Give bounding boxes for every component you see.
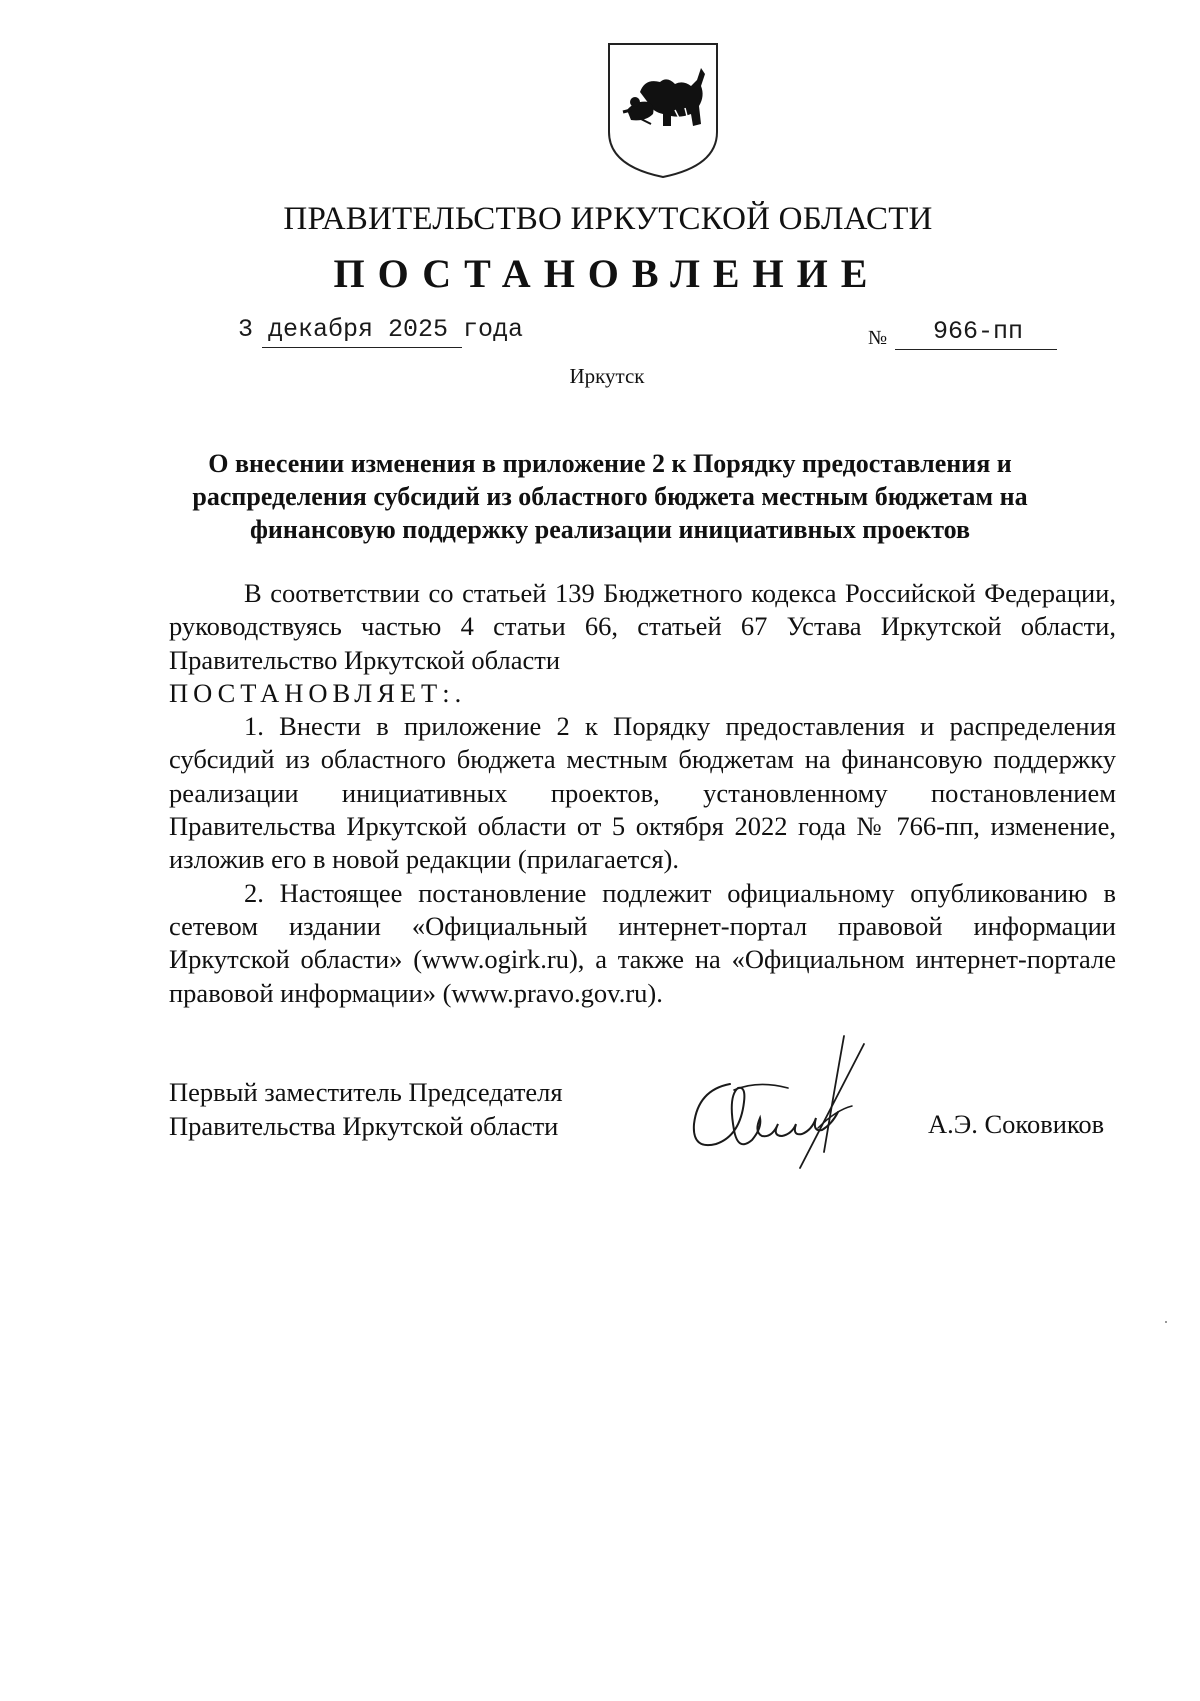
document-type: ПОСТАНОВЛЕНИЕ	[333, 251, 881, 296]
document-city: Иркутск	[569, 364, 645, 388]
document-date: 3 декабря 2025 года	[238, 315, 524, 344]
scan-speck	[1165, 1321, 1167, 1323]
resolves-word: ПОСТАНОВЛЯЕТ:.	[169, 677, 467, 708]
number-sign: №	[868, 327, 888, 349]
signatory-name: А.Э. Соковиков	[928, 1109, 1105, 1139]
signatory-position	[169, 1075, 563, 1143]
document-number: 966-пп	[933, 317, 1024, 346]
date-underline	[262, 347, 462, 348]
document-subject: О внесении изменения в приложение 2 к Порядку предоставления и распределения субсидий из областного бюджета местным бюджетам на финансовую поддержку реализации инициативных проектов	[192, 449, 1028, 544]
item-2-paragraph: 2. Настоящее постановление подлежит официальному опубликованию в сетевом издании «Официальный интернет-портал правовой информации Иркутской области» (www.ogirk.ru), а также на «Официальном интернет-портале правовой информации» (www.pravo.gov.ru).	[169, 877, 1116, 1008]
handwritten-signature-icon	[668, 1032, 928, 1182]
position-line-1: Первый заместитель Председателя	[169, 1077, 563, 1107]
position-line-2: Правительства Иркутской области	[169, 1111, 559, 1141]
number-underline	[895, 349, 1057, 350]
item-1-paragraph: 1. Внести в приложение 2 к Порядку предоставления и распределения субсидий из областного бюджета местным бюджетам на финансовую поддержку реализации инициативных проектов, установленному постановлением Правительства Иркутской области от 5 октября 2022 года № 766-пп, изменение, изложив его в новой редакции (прилагается).	[169, 711, 1116, 875]
preamble-paragraph: В соответствии со статьей 139 Бюджетного кодекса Российской Федерации, руководствуясь частью 4 статьи 66, статьей 67 Устава Иркутской области, Правительство Иркутской области	[169, 578, 1116, 675]
government-name: ПРАВИТЕЛЬСТВО ИРКУТСКОЙ ОБЛАСТИ	[283, 201, 933, 237]
document-body	[169, 577, 1116, 1010]
irkutsk-coat-of-arms-icon	[605, 40, 721, 180]
